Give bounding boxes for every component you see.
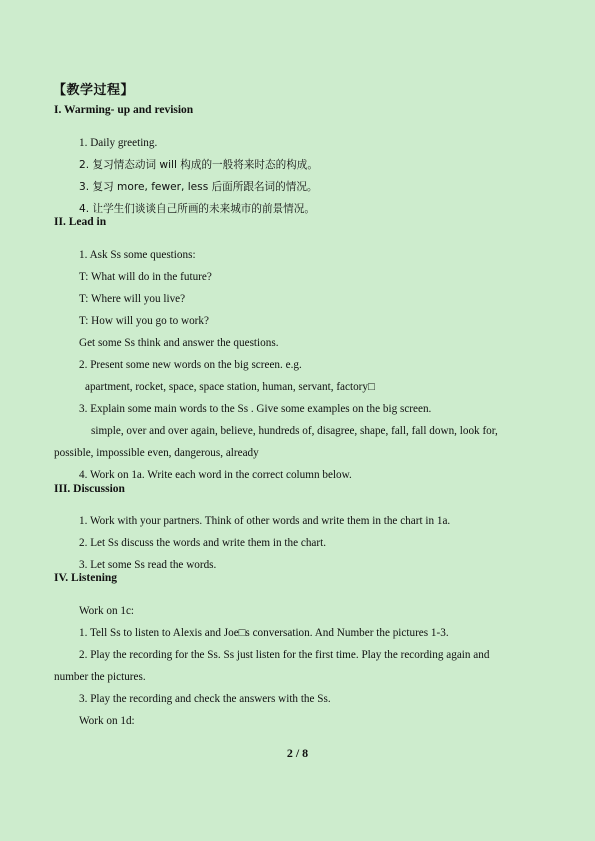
text-line: 3. Explain some main words to the Ss . Give some examples on the big screen. bbox=[79, 403, 432, 415]
text-line: T: Where will you live? bbox=[79, 293, 186, 305]
text-line: 3. Let some Ss read the words. bbox=[79, 559, 217, 571]
text-line: Work on 1c: bbox=[79, 605, 135, 617]
text-line: 1. Ask Ss some questions: bbox=[79, 249, 196, 261]
text-line: T: How will you go to work? bbox=[79, 315, 209, 327]
section-heading-listening: IV. Listening bbox=[54, 572, 118, 584]
text-line: Work on 1d: bbox=[79, 715, 135, 727]
text-line: apartment, rocket, space, space station, human, servant, factory□ bbox=[85, 381, 375, 393]
text-line: 4. Work on 1a. Write each word in the correct column below. bbox=[79, 469, 352, 481]
text-line: number the pictures. bbox=[54, 671, 146, 683]
text-line: 2. Play the recording for the Ss. Ss just listen for the first time. Play the recording again and bbox=[79, 649, 490, 661]
text-line: 3. Play the recording and check the answers with the Ss. bbox=[79, 693, 331, 705]
page-number: 2 / 8 bbox=[286, 746, 309, 760]
text-line: T: What will do in the future? bbox=[79, 271, 212, 283]
text-line: 2. Let Ss discuss the words and write them in the chart. bbox=[79, 537, 327, 549]
text-line: 1. Work with your partners. Think of other words and write them in the chart in 1a. bbox=[79, 515, 451, 527]
text-line: 2. 复习情态动词 will 构成的一般将来时态的构成。 bbox=[79, 159, 318, 171]
section-heading-lead-in: II. Lead in bbox=[54, 216, 107, 228]
text-line: possible, impossible even, dangerous, already bbox=[54, 447, 259, 459]
section-heading-discussion: III. Discussion bbox=[54, 483, 125, 495]
section-heading-warming-up: I. Warming- up and revision bbox=[54, 104, 194, 116]
text-line: 2. Present some new words on the big screen. e.g. bbox=[79, 359, 302, 371]
text-line: 4. 让学生们谈谈自己所画的未来城市的前景情况。 bbox=[79, 203, 315, 215]
page-title: 【教学过程】 bbox=[53, 83, 135, 98]
text-line: 3. 复习 more, fewer, less 后面所跟名词的情况。 bbox=[79, 181, 318, 193]
text-line: 1. Daily greeting. bbox=[79, 137, 158, 149]
text-line: simple, over and over again, believe, hundreds of, disagree, shape, fall, fall down, look for, bbox=[91, 425, 498, 437]
text-line: 1. Tell Ss to listen to Alexis and Joe□s conversation. And Number the pictures 1-3. bbox=[79, 627, 449, 639]
text-line: Get some Ss think and answer the questions. bbox=[79, 337, 279, 349]
